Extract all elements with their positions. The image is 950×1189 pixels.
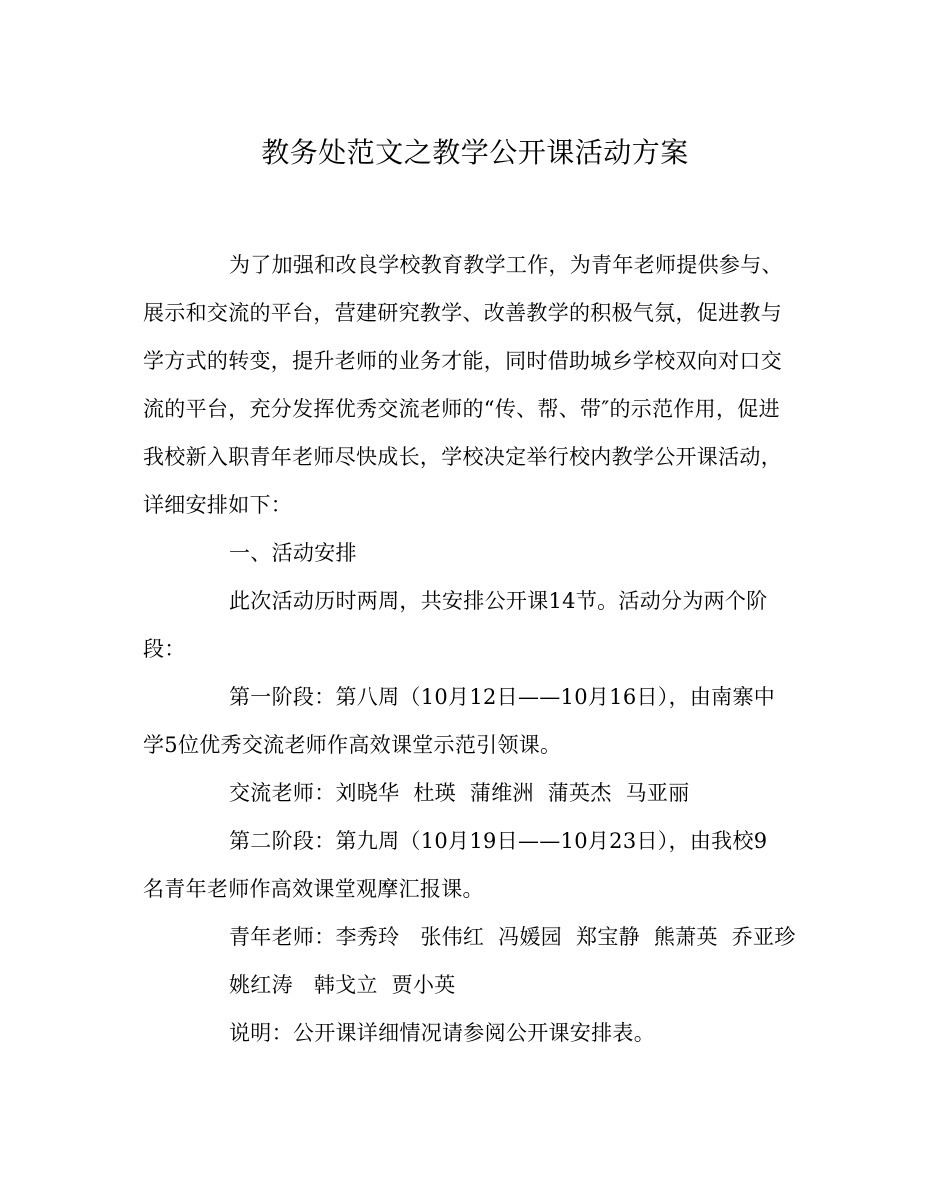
intro-line: 为了加强和改良学校教育教学工作，为青年老师提供参与、 bbox=[229, 253, 783, 277]
stage-one-line: 第一阶段：第八周（10月12日——10月16日），由南寨中 bbox=[229, 685, 776, 709]
intro-line: 流的平台，充分发挥优秀交流老师的“传、帮、带″的示范作用，促进 bbox=[143, 397, 780, 421]
exchange-teachers-list: 交流老师：刘晓华 杜瑛 蒲维洲 蒲英杰 马亚丽 bbox=[229, 781, 690, 805]
stage-one-paragraph bbox=[143, 673, 811, 769]
intro-paragraph bbox=[143, 241, 811, 529]
intro-line: 展示和交流的平台，营建研究教学、改善教学的积极气氛，促进教与 bbox=[143, 301, 782, 325]
document-body bbox=[143, 241, 811, 1057]
intro-line: 我校新入职青年老师尽快成长，学校决定举行校内教学公开课活动， bbox=[143, 445, 782, 469]
summary-line: 此次活动历时两周，共安排公开课14节。活动分为两个阶 bbox=[229, 589, 768, 613]
young-teachers-list bbox=[143, 913, 811, 1009]
young-teachers-line: 青年老师：李秀玲 张伟红 冯媛园 郑宝静 熊萧英 乔亚珍 bbox=[229, 925, 796, 949]
document-title: 教务处范文之教学公开课活动方案 bbox=[261, 136, 689, 169]
stage-two-paragraph bbox=[143, 817, 811, 913]
activity-summary-paragraph bbox=[143, 577, 811, 673]
note-line: 说明：公开课详细情况请参阅公开课安排表。 bbox=[229, 1021, 655, 1045]
intro-line: 详细安排如下： bbox=[143, 493, 293, 517]
intro-line: 学方式的转变，提升老师的业务才能，同时借助城乡学校双向对口交 bbox=[143, 349, 782, 373]
stage-two-line: 名青年老师作高效课堂观摩汇报课。 bbox=[143, 877, 484, 901]
section-heading-activity-arrangement: 一、活动安排 bbox=[229, 541, 357, 565]
young-teachers-line: 姚红涛 韩戈立 贾小英 bbox=[229, 973, 456, 997]
stage-one-line: 学5位优秀交流老师作高效课堂示范引领课。 bbox=[143, 733, 562, 757]
summary-line: 段： bbox=[143, 637, 186, 661]
stage-two-line: 第二阶段：第九周（10月19日——10月23日），由我校9 bbox=[229, 829, 768, 853]
